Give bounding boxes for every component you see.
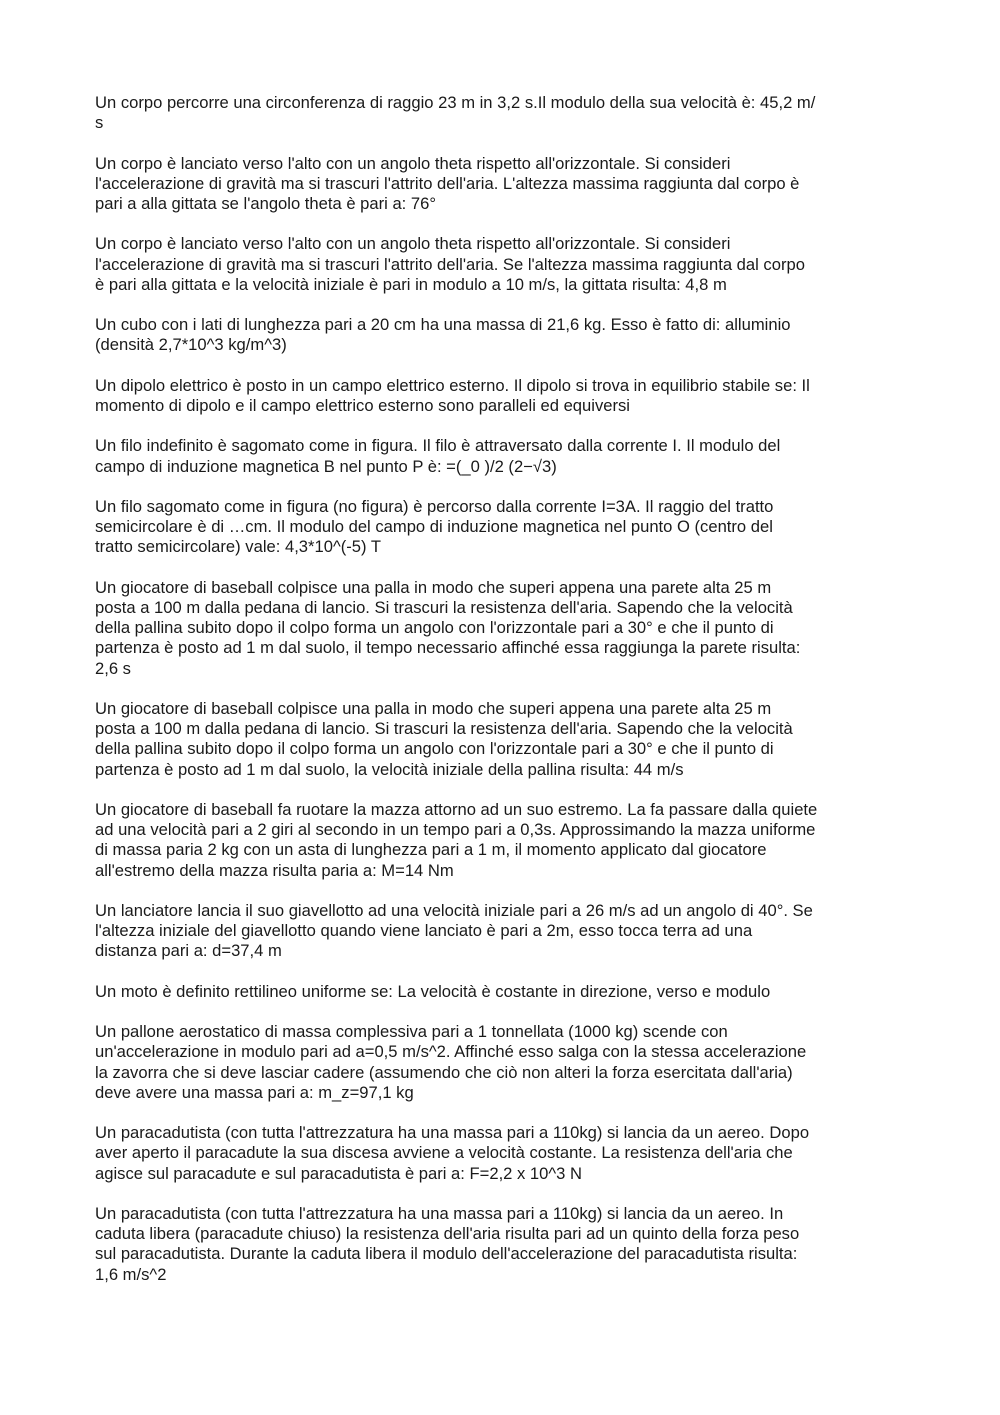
qa-entry-6: Un filo indefinito è sagomato come in figura. Il filo è attraversato dalla corrente I. Il modulo del campo di induzione magnetica B nel punto P è: =(_0 )/2 (2−√3) <box>95 436 781 476</box>
qa-entry-5: Un dipolo elettrico è posto in un campo elettrico esterno. Il dipolo si trova in equilibrio stabile se: Il momento di dipolo e il campo elettrico esterno sono paralleli ed equiversi <box>95 375 810 415</box>
document-page <box>95 93 910 1305</box>
qa-entry-9: Un giocatore di baseball colpisce una palla in modo che superi appena una parete alta 25 m posta a 100 m dalla pedana di lancio. Si trascuri la resistenza dell'aria. Sapendo che la velocità della pallina subito dopo il colpo forma un angolo con l'orizzontale pari a 30° e che il punto di partenza è posto ad 1 m dal suolo, la velocità iniziale della pallina risulta: 44 m/s <box>95 698 793 779</box>
qa-entry-3: Un corpo è lanciato verso l'alto con un angolo theta rispetto all'orizzontale. Si consideri l'accelerazione di gravità ma si trascuri l'attrito dell'aria. Se l'altezza massima raggiunta dal corpo è pari alla gittata e la velocità iniziale è pari in modulo a 10 m/s, la gittata risulta: 4,8 m <box>95 234 805 294</box>
qa-entry-1: Un corpo percorre una circonferenza di raggio 23 m in 3,2 s.Il modulo della sua velocità è: 45,2 m/ s <box>95 93 816 133</box>
qa-entry-4: Un cubo con i lati di lunghezza pari a 20 cm ha una massa di 21,6 kg. Esso è fatto di: alluminio (densità 2,7*10^3 kg/m^3) <box>95 315 791 355</box>
qa-entry-8: Un giocatore di baseball colpisce una palla in modo che superi appena una parete alta 25 m posta a 100 m dalla pedana di lancio. Si trascuri la resistenza dell'aria. Sapendo che la velocità della pallina subito dopo il colpo forma un angolo con l'orizzontale pari a 30° e che il punto di partenza è posto ad 1 m dal suolo, il tempo necessario affinché essa raggiunga la parete risulta: 2,6 s <box>95 577 801 678</box>
qa-entry-14: Un paracadutista (con tutta l'attrezzatura ha una massa pari a 110kg) si lancia da un aereo. Dopo aver aperto il paracadute la sua discesa avviene a velocità costante. La resistenza dell'aria che agisce sul paracadute e sul paracadutista è pari a: F=2,2 x 10^3 N <box>95 1123 810 1183</box>
qa-entry-10: Un giocatore di baseball fa ruotare la mazza attorno ad un suo estremo. La fa passare dalla quiete ad una velocità pari a 2 giri al secondo in un tempo pari a 0,3s. Approssimando la mazza uniforme di massa paria 2 kg con un asta di lunghezza pari a 1 m, il momento applicato dal giocatore all'estremo della mazza risulta paria a: M=14 Nm <box>95 799 818 880</box>
qa-entry-7: Un filo sagomato come in figura (no figura) è percorso dalla corrente I=3A. Il raggio del tratto semicircolare è di …cm. Il modulo del campo di induzione magnetica nel punto O (centro del tratto semicircolare) vale: 4,3*10^(-5) T <box>95 496 774 557</box>
qa-entry-13: Un pallone aerostatico di massa complessiva pari a 1 tonnellata (1000 kg) scende con un'accelerazione in modulo pari ad a=0,5 m/s^2. Affinché esso salga con la stessa accelerazione la zavorra che si deve lasciar cadere (assumendo che ciò non alteri la forza esercitata dall'aria) deve avere una massa pari a: m_z=97,1 kg <box>95 1022 807 1102</box>
qa-entry-15: Un paracadutista (con tutta l'attrezzatura ha una massa pari a 110kg) si lancia da un aereo. In caduta libera (paracadute chiuso) la resistenza dell'aria risulta pari ad un quinto della forza peso sul paracadutista. Durante la caduta libera il modulo dell'accelerazione del paracadutista risulta: 1,6 m/s^2 <box>95 1203 800 1284</box>
qa-entry-12: Un moto è definito rettilineo uniforme se: La velocità è costante in direzione, verso e modulo <box>95 981 771 1001</box>
qa-entry-11: Un lanciatore lancia il suo giavellotto ad una velocità iniziale pari a 26 m/s ad un angolo di 40°. Se l'altezza iniziale del giavellotto quando viene lanciato è pari a 2m, esso tocca terra ad una distanza pari a: d=37,4 m <box>95 900 813 961</box>
qa-entry-2: Un corpo è lanciato verso l'alto con un angolo theta rispetto all'orizzontale. Si consideri l'accelerazione di gravità ma si trascuri l'attrito dell'aria. L'altezza massima raggiunta dal corpo è pari a alla gittata se l'angolo theta è pari a: 76° <box>95 153 800 213</box>
